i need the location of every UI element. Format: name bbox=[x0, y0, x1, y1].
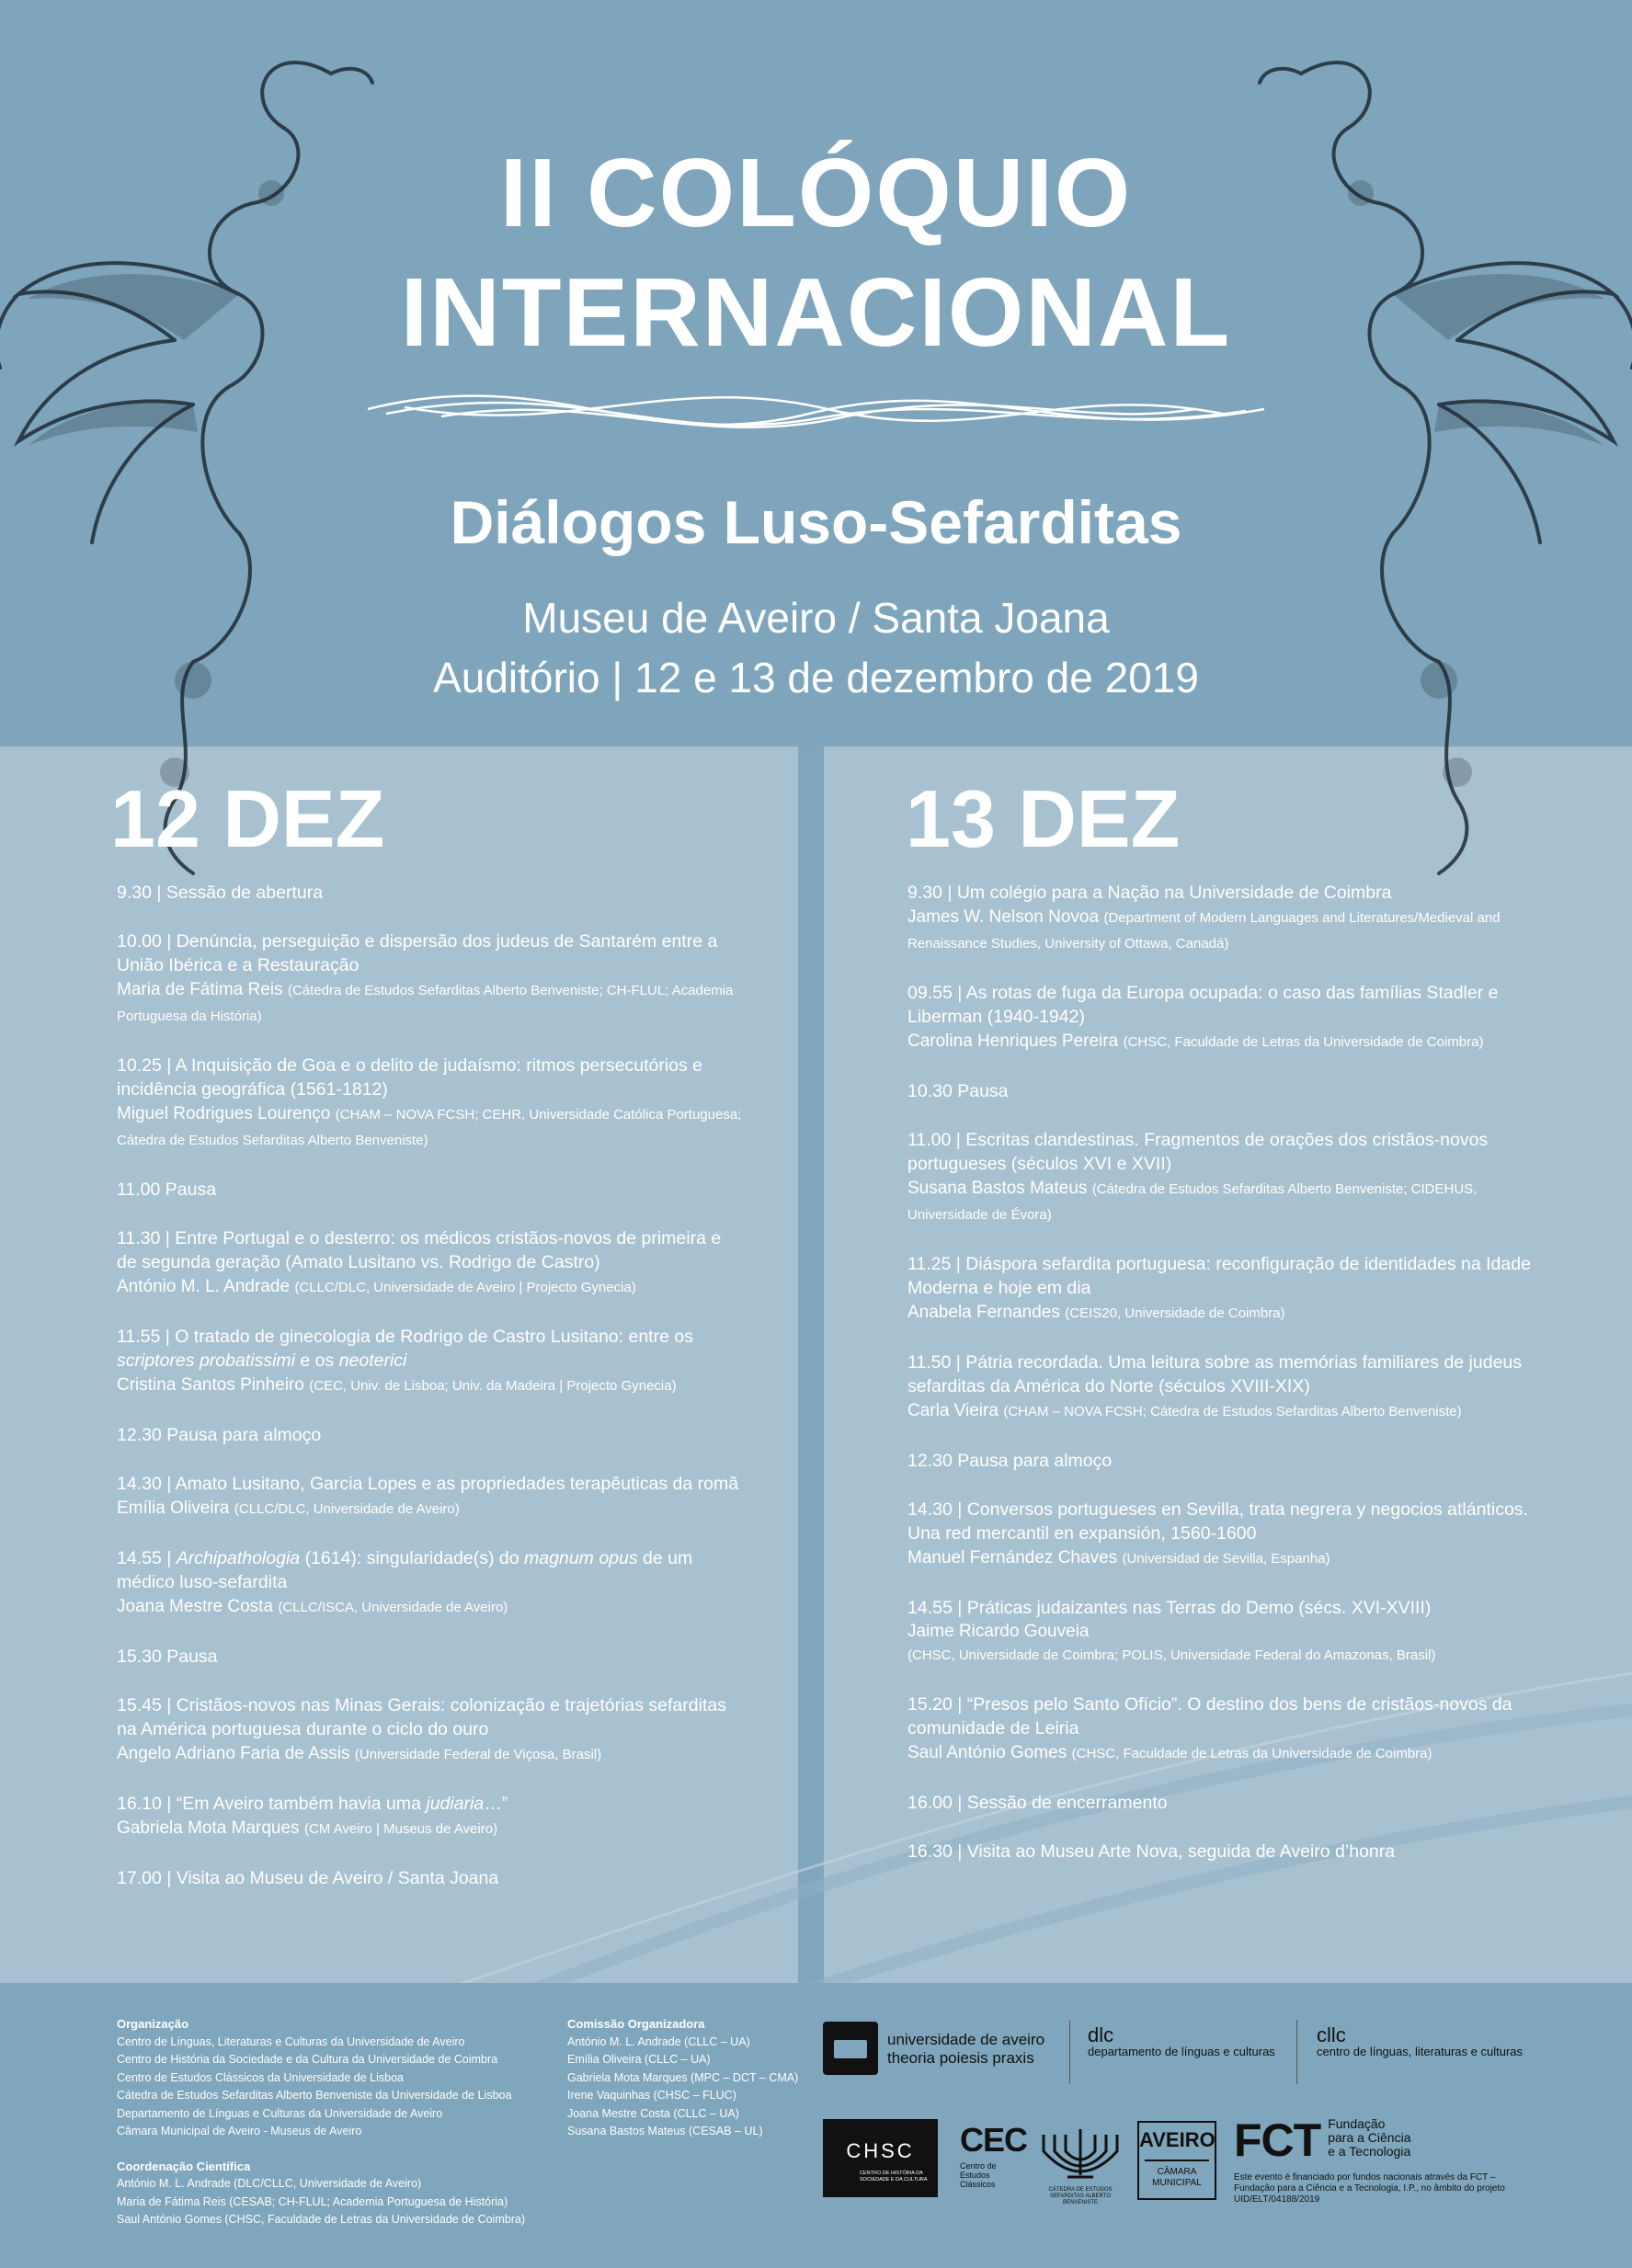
session-title: 11.30 | Entre Portugal e o desterro: os médicos cristãos-novos de primeira e de segunda geração (Amato Lusitano vs. Rodrigo de Castro) bbox=[117, 1228, 722, 1272]
catedra-name: CÁTEDRA DE ESTUDOS SEFARDITAS ALBERTO BENVENISTE bbox=[1048, 2187, 1113, 2205]
program-item bbox=[117, 1792, 742, 1841]
cllc-logo bbox=[1317, 2023, 1524, 2060]
coordination-entry: António M. L. Andrade (DLC/CLLC, Universidade de Aveiro) bbox=[117, 2177, 422, 2190]
program-item bbox=[907, 1840, 1542, 1863]
speaker-name: Emília Oliveira bbox=[117, 1499, 230, 1518]
ua-motto: theoria poiesis praxis bbox=[887, 2049, 1034, 2067]
session-title: 15.45 | Cristãos-novos nas Minas Gerais: colonização e trajetórias sefarditas na América portuguesa durante o ciclo do ouro bbox=[117, 1695, 726, 1739]
session-title: 14.55 | Práticas judaizantes nas Terras do Demo (sécs. XVI-XVIII) bbox=[907, 1598, 1432, 1618]
menorah-icon bbox=[1034, 2116, 1126, 2183]
session-title: 10.25 | A Inquisição de Goa e o delito de judaísmo: ritmos persecutórios e incidência geográfica (1561-1812) bbox=[117, 1055, 703, 1100]
title-line-1: II COLÓQUIO bbox=[499, 139, 1133, 247]
program-item bbox=[907, 1692, 1542, 1766]
speaker-name: Cristina Santos Pinheiro bbox=[117, 1375, 304, 1395]
committee-entry: António M. L. Andrade (CLLC – UA) bbox=[567, 2034, 750, 2048]
venue-line-1: Museu de Aveiro / Santa Joana bbox=[522, 594, 1110, 642]
aveiro-rule bbox=[1145, 2160, 1209, 2161]
session-title-part: 16.10 | “Em Aveiro também havia uma bbox=[117, 1794, 421, 1814]
speaker-affiliation: (Universidade Federal de Viçosa, Brasil) bbox=[354, 1747, 602, 1762]
speaker-affiliation: (CLLC/DLC, Universidade de Aveiro) bbox=[234, 1501, 460, 1517]
subtitle: Diálogos Luso-Sefarditas bbox=[450, 488, 1182, 556]
session-title: 16.00 | Sessão de encerramento bbox=[907, 1793, 1168, 1813]
logo-divider bbox=[1296, 2020, 1297, 2084]
speaker-affiliation: (CHSC, Faculdade de Letras da Universidade de Coimbra) bbox=[1071, 1746, 1432, 1761]
session-title: 12.30 Pausa para almoço bbox=[117, 1425, 322, 1445]
fct-name-line: e a Tecnologia bbox=[1328, 2144, 1411, 2159]
program-item bbox=[907, 1449, 1542, 1473]
venue-line-2: Auditório | 12 e 13 de dezembro de 2019 bbox=[433, 654, 1199, 701]
fct-logo bbox=[1234, 2114, 1519, 2205]
committee-entry: Irene Vaquinhas (CHSC – FLUC) bbox=[567, 2089, 736, 2102]
cec-logo bbox=[960, 2121, 1028, 2189]
program-item bbox=[117, 1054, 742, 1153]
day1-program bbox=[117, 881, 742, 1915]
program-item bbox=[907, 1596, 1542, 1668]
speaker-name: James W. Nelson Novoa bbox=[907, 907, 1100, 927]
program-item bbox=[907, 1079, 1542, 1103]
program-item bbox=[907, 881, 1542, 956]
session-title-part: …” bbox=[484, 1794, 508, 1814]
session-title: 10.30 Pausa bbox=[907, 1081, 1009, 1101]
program-item bbox=[117, 1325, 742, 1398]
session-title: 9.30 | Um colégio para a Nação na Universidade de Coimbra bbox=[907, 883, 1392, 903]
program-item bbox=[117, 881, 742, 905]
session-title-italic: scriptores probatissimi bbox=[117, 1351, 295, 1371]
committee-block bbox=[567, 2015, 843, 2141]
session-title: 15.30 Pausa bbox=[117, 1647, 218, 1667]
speaker-name: Anabela Fernandes bbox=[907, 1303, 1060, 1322]
session-title-part: de um médico luso-sefardita bbox=[117, 1548, 693, 1592]
program-item bbox=[117, 1423, 742, 1447]
organization-entry: Centro de História da Sociedade e da Cultura da Universidade de Coimbra bbox=[117, 2053, 498, 2066]
aveiro-council: CÂMARA MUNICIPAL bbox=[1152, 2167, 1202, 2188]
session-title bbox=[117, 1792, 742, 1816]
program-item bbox=[907, 981, 1542, 1054]
session-title: 12.30 Pausa para almoço bbox=[907, 1451, 1113, 1471]
program-item bbox=[117, 1546, 742, 1620]
logo-divider bbox=[1069, 2020, 1070, 2084]
organization-title: Organização bbox=[117, 2017, 189, 2031]
session-title-part: (1614): singularidade(s) do bbox=[304, 1548, 519, 1568]
program-item bbox=[117, 1645, 742, 1669]
cec-name: Centro de Estudos Clássicos bbox=[960, 2161, 997, 2189]
program-item bbox=[117, 1693, 742, 1767]
session-title-italic: judiaria bbox=[426, 1794, 485, 1814]
dlc-name: departamento de línguas e culturas bbox=[1088, 2045, 1275, 2058]
speaker-affiliation: (CHAM – NOVA FCSH; Cátedra de Estudos Sefarditas Alberto Benveniste) bbox=[1003, 1404, 1462, 1419]
speaker-affiliation: (Universidad de Sevilla, Espanha) bbox=[1122, 1551, 1330, 1567]
speaker-affiliation: (CLLC/ISCA, Universidade de Aveiro) bbox=[278, 1600, 508, 1615]
day1-label: 12 DEZ bbox=[110, 773, 385, 864]
day2-label: 13 DEZ bbox=[906, 773, 1181, 864]
cllc-abbr: cllc bbox=[1317, 2023, 1346, 2046]
title-line-2: INTERNACIONAL bbox=[400, 258, 1232, 367]
aveiro-logo bbox=[1137, 2121, 1216, 2200]
speaker-affiliation: (Cátedra de Estudos Sefarditas Alberto Benveniste; CH-FLUL; Academia Portuguesa da História) bbox=[117, 983, 734, 1024]
fct-funding-note: Este evento é financiado por fundos nacionais através da FCT – Fundação para a Ciência e a Tecnologia, I.P., no âmbito do projeto UID/ELT/04188/2019 bbox=[1234, 2172, 1505, 2205]
committee-entry: Susana Bastos Mateus (CESAB – UL) bbox=[567, 2125, 763, 2137]
speaker-name: Carla Vieira bbox=[907, 1401, 999, 1420]
speaker-name: António M. L. Andrade bbox=[117, 1277, 291, 1296]
fct-name-line: para a Ciência bbox=[1328, 2130, 1411, 2145]
program-item bbox=[907, 1252, 1542, 1326]
committee-entry: Gabriela Mota Marques (MPC – DCT – CMA) bbox=[567, 2070, 799, 2084]
flourish-ornament bbox=[368, 372, 1264, 455]
speaker-name: Saul António Gomes bbox=[907, 1743, 1067, 1762]
footer bbox=[0, 1983, 1632, 2268]
speaker-name: Maria de Fátima Reis bbox=[117, 980, 283, 999]
speaker-name: Jaime Ricardo Gouveia bbox=[907, 1622, 1090, 1641]
speaker-name: Joana Mestre Costa bbox=[117, 1597, 274, 1616]
session-title-part: 11.55 | O tratado de ginecologia de Rodrigo de Castro Lusitano: entre os bbox=[117, 1327, 693, 1347]
coordination-entry: Saul António Gomes (CHSC, Faculdade de Letras da Universidade de Coimbra) bbox=[117, 2213, 525, 2226]
committee-title: Comissão Organizadora bbox=[567, 2017, 705, 2031]
chsc-abbr: CHSC bbox=[846, 2139, 915, 2162]
dlc-abbr: dlc bbox=[1088, 2023, 1114, 2046]
session-title: 17.00 | Visita ao Museu de Aveiro / Santa Joana bbox=[117, 1868, 499, 1888]
speaker-affiliation: (CHSC, Universidade de Coimbra; POLIS, Universidade Federal do Amazonas, Brasil) bbox=[907, 1647, 1436, 1663]
coordination-entry: Maria de Fátima Reis (CESAB; CH-FLUL; Academia Portuguesa de História) bbox=[117, 2194, 508, 2208]
speaker-name: Gabriela Mota Marques bbox=[117, 1818, 300, 1838]
organization-block bbox=[117, 2015, 576, 2229]
session-title: 9.30 | Sessão de abertura bbox=[117, 883, 324, 903]
speaker-affiliation: (CEC, Univ. de Lisboa; Univ. da Madeira | Projecto Gynecia) bbox=[309, 1378, 677, 1394]
program-item bbox=[117, 929, 742, 1029]
session-title bbox=[117, 1546, 742, 1594]
program-item bbox=[117, 1226, 742, 1300]
organization-entry: Câmara Municipal de Aveiro - Museus de Aveiro bbox=[117, 2125, 362, 2137]
session-title: 11.50 | Pátria recordada. Uma leitura sobre as memórias familiares de judeus sefarditas da América do Norte (séculos XVIII-XIX) bbox=[907, 1352, 1523, 1396]
speaker-name: Angelo Adriano Faria de Assis bbox=[117, 1744, 350, 1763]
speaker-affiliation: (CEIS20, Universidade de Coimbra) bbox=[1065, 1305, 1285, 1321]
coordination-title: Coordenação Científica bbox=[117, 2159, 251, 2173]
session-title: 15.20 | “Presos pelo Santo Ofício”. O destino dos bens de cristãos-novos da comunidade de Leiria bbox=[907, 1694, 1512, 1738]
session-title-part: e os bbox=[300, 1351, 335, 1371]
speaker-affiliation: (CHAM – NOVA FCSH; CEHR, Universidade Católica Portuguesa; Cátedra de Estudos Sefarditas Alberto Benveniste) bbox=[117, 1107, 742, 1148]
session-title-italic: magnum opus bbox=[524, 1548, 638, 1568]
session-title-part: 14.55 | bbox=[117, 1548, 172, 1568]
program-item bbox=[117, 1866, 742, 1890]
program-item bbox=[117, 1472, 742, 1521]
session-title-italic: Archipathologia bbox=[176, 1548, 301, 1568]
speaker-affiliation: (CLLC/DLC, Universidade de Aveiro | Projecto Gynecia) bbox=[294, 1280, 636, 1295]
chsc-logo bbox=[823, 2119, 938, 2197]
speaker-name: Susana Bastos Mateus bbox=[907, 1179, 1088, 1198]
session-title: 16.30 | Visita ao Museu Arte Nova, seguida de Aveiro d’honra bbox=[907, 1841, 1396, 1862]
dlc-logo bbox=[1088, 2023, 1275, 2060]
organization-entry: Centro de Línguas, Literaturas e Culturas da Universidade de Aveiro bbox=[117, 2034, 465, 2048]
speaker-affiliation: (Department of Modern Languages and Literatures/Medieval and Renaissance Studies, University of Ottawa, Canadá) bbox=[907, 910, 1501, 952]
committee-entry: Emília Oliveira (CLLC – UA) bbox=[567, 2053, 711, 2066]
program-item bbox=[907, 1791, 1542, 1815]
session-title: 11.25 | Diáspora sefardita portuguesa: reconfiguração de identidades na Idade Moderna e hoje em dia bbox=[907, 1254, 1531, 1298]
chsc-name: CENTRO DE HISTÓRIA DA SOCIEDADE E DA CULTURA bbox=[860, 2171, 928, 2183]
session-title: 11.00 Pausa bbox=[117, 1180, 217, 1200]
session-title: 14.30 | Amato Lusitano, Garcia Lopes e as propriedades terapêuticas da romã bbox=[117, 1474, 739, 1494]
speaker-name: Carolina Henriques Pereira bbox=[907, 1031, 1119, 1051]
program-item bbox=[117, 1178, 742, 1202]
catedra-logo bbox=[1034, 2116, 1126, 2204]
committee-entry: Joana Mestre Costa (CLLC – UA) bbox=[567, 2106, 739, 2120]
session-title-italic: neoterici bbox=[338, 1351, 407, 1371]
session-title: 11.00 | Escritas clandestinas. Fragmentos de orações dos cristãos-novos portugueses (séculos XVI e XVII) bbox=[907, 1130, 1489, 1174]
day2-program bbox=[907, 881, 1542, 1888]
speaker-name: Miguel Rodrigues Lourenço bbox=[117, 1104, 331, 1123]
ua-logo-icon bbox=[823, 2022, 878, 2075]
ua-name: universidade de aveiro bbox=[887, 2031, 1045, 2048]
session-title: 09.55 | As rotas de fuga da Europa ocupada: o caso das famílias Stadler e Liberman (1940-1942) bbox=[907, 983, 1499, 1027]
cec-abbr: CEC bbox=[960, 2121, 1028, 2159]
cllc-name: centro de línguas, literaturas e culturas bbox=[1317, 2045, 1524, 2058]
ua-logo-text bbox=[887, 2031, 1044, 2068]
session-title: 14.30 | Conversos portugueses en Sevilla, trata negrera y negocios atlánticos. Una red mercantil en expansión, 1560-1600 bbox=[907, 1499, 1528, 1544]
speaker-affiliation: (CM Aveiro | Museus de Aveiro) bbox=[303, 1821, 498, 1837]
fct-abbr: FCT bbox=[1234, 2114, 1321, 2166]
speaker-affiliation: (CHSC, Faculdade de Letras da Universidade de Coimbra) bbox=[1123, 1034, 1484, 1050]
session-title: 10.00 | Denúncia, perseguição e dispersão dos judeus de Santarém entre a União Ibérica e a Restauração bbox=[117, 931, 718, 975]
organization-entry: Cátedra de Estudos Sefarditas Alberto Benveniste da Universidade de Lisboa bbox=[117, 2089, 512, 2102]
organization-entry: Centro de Estudos Clássicos da Universidade de Lisboa bbox=[117, 2070, 404, 2084]
program-item bbox=[907, 1351, 1542, 1424]
ua-logo-mark bbox=[834, 2040, 867, 2058]
speaker-name: Manuel Fernández Chaves bbox=[907, 1548, 1118, 1567]
session-title bbox=[117, 1325, 742, 1373]
program-item bbox=[907, 1498, 1542, 1571]
speaker-affiliation: (Cátedra de Estudos Sefarditas Alberto Benveniste; CIDEHUS, Universidade de Évora) bbox=[907, 1181, 1478, 1223]
aveiro-name: AVEIRO bbox=[1139, 2128, 1215, 2151]
organization-entry: Departamento de Línguas e Culturas da Universidade de Aveiro bbox=[117, 2106, 443, 2120]
fct-name-line: Fundação bbox=[1328, 2116, 1386, 2131]
program-item bbox=[907, 1128, 1542, 1227]
